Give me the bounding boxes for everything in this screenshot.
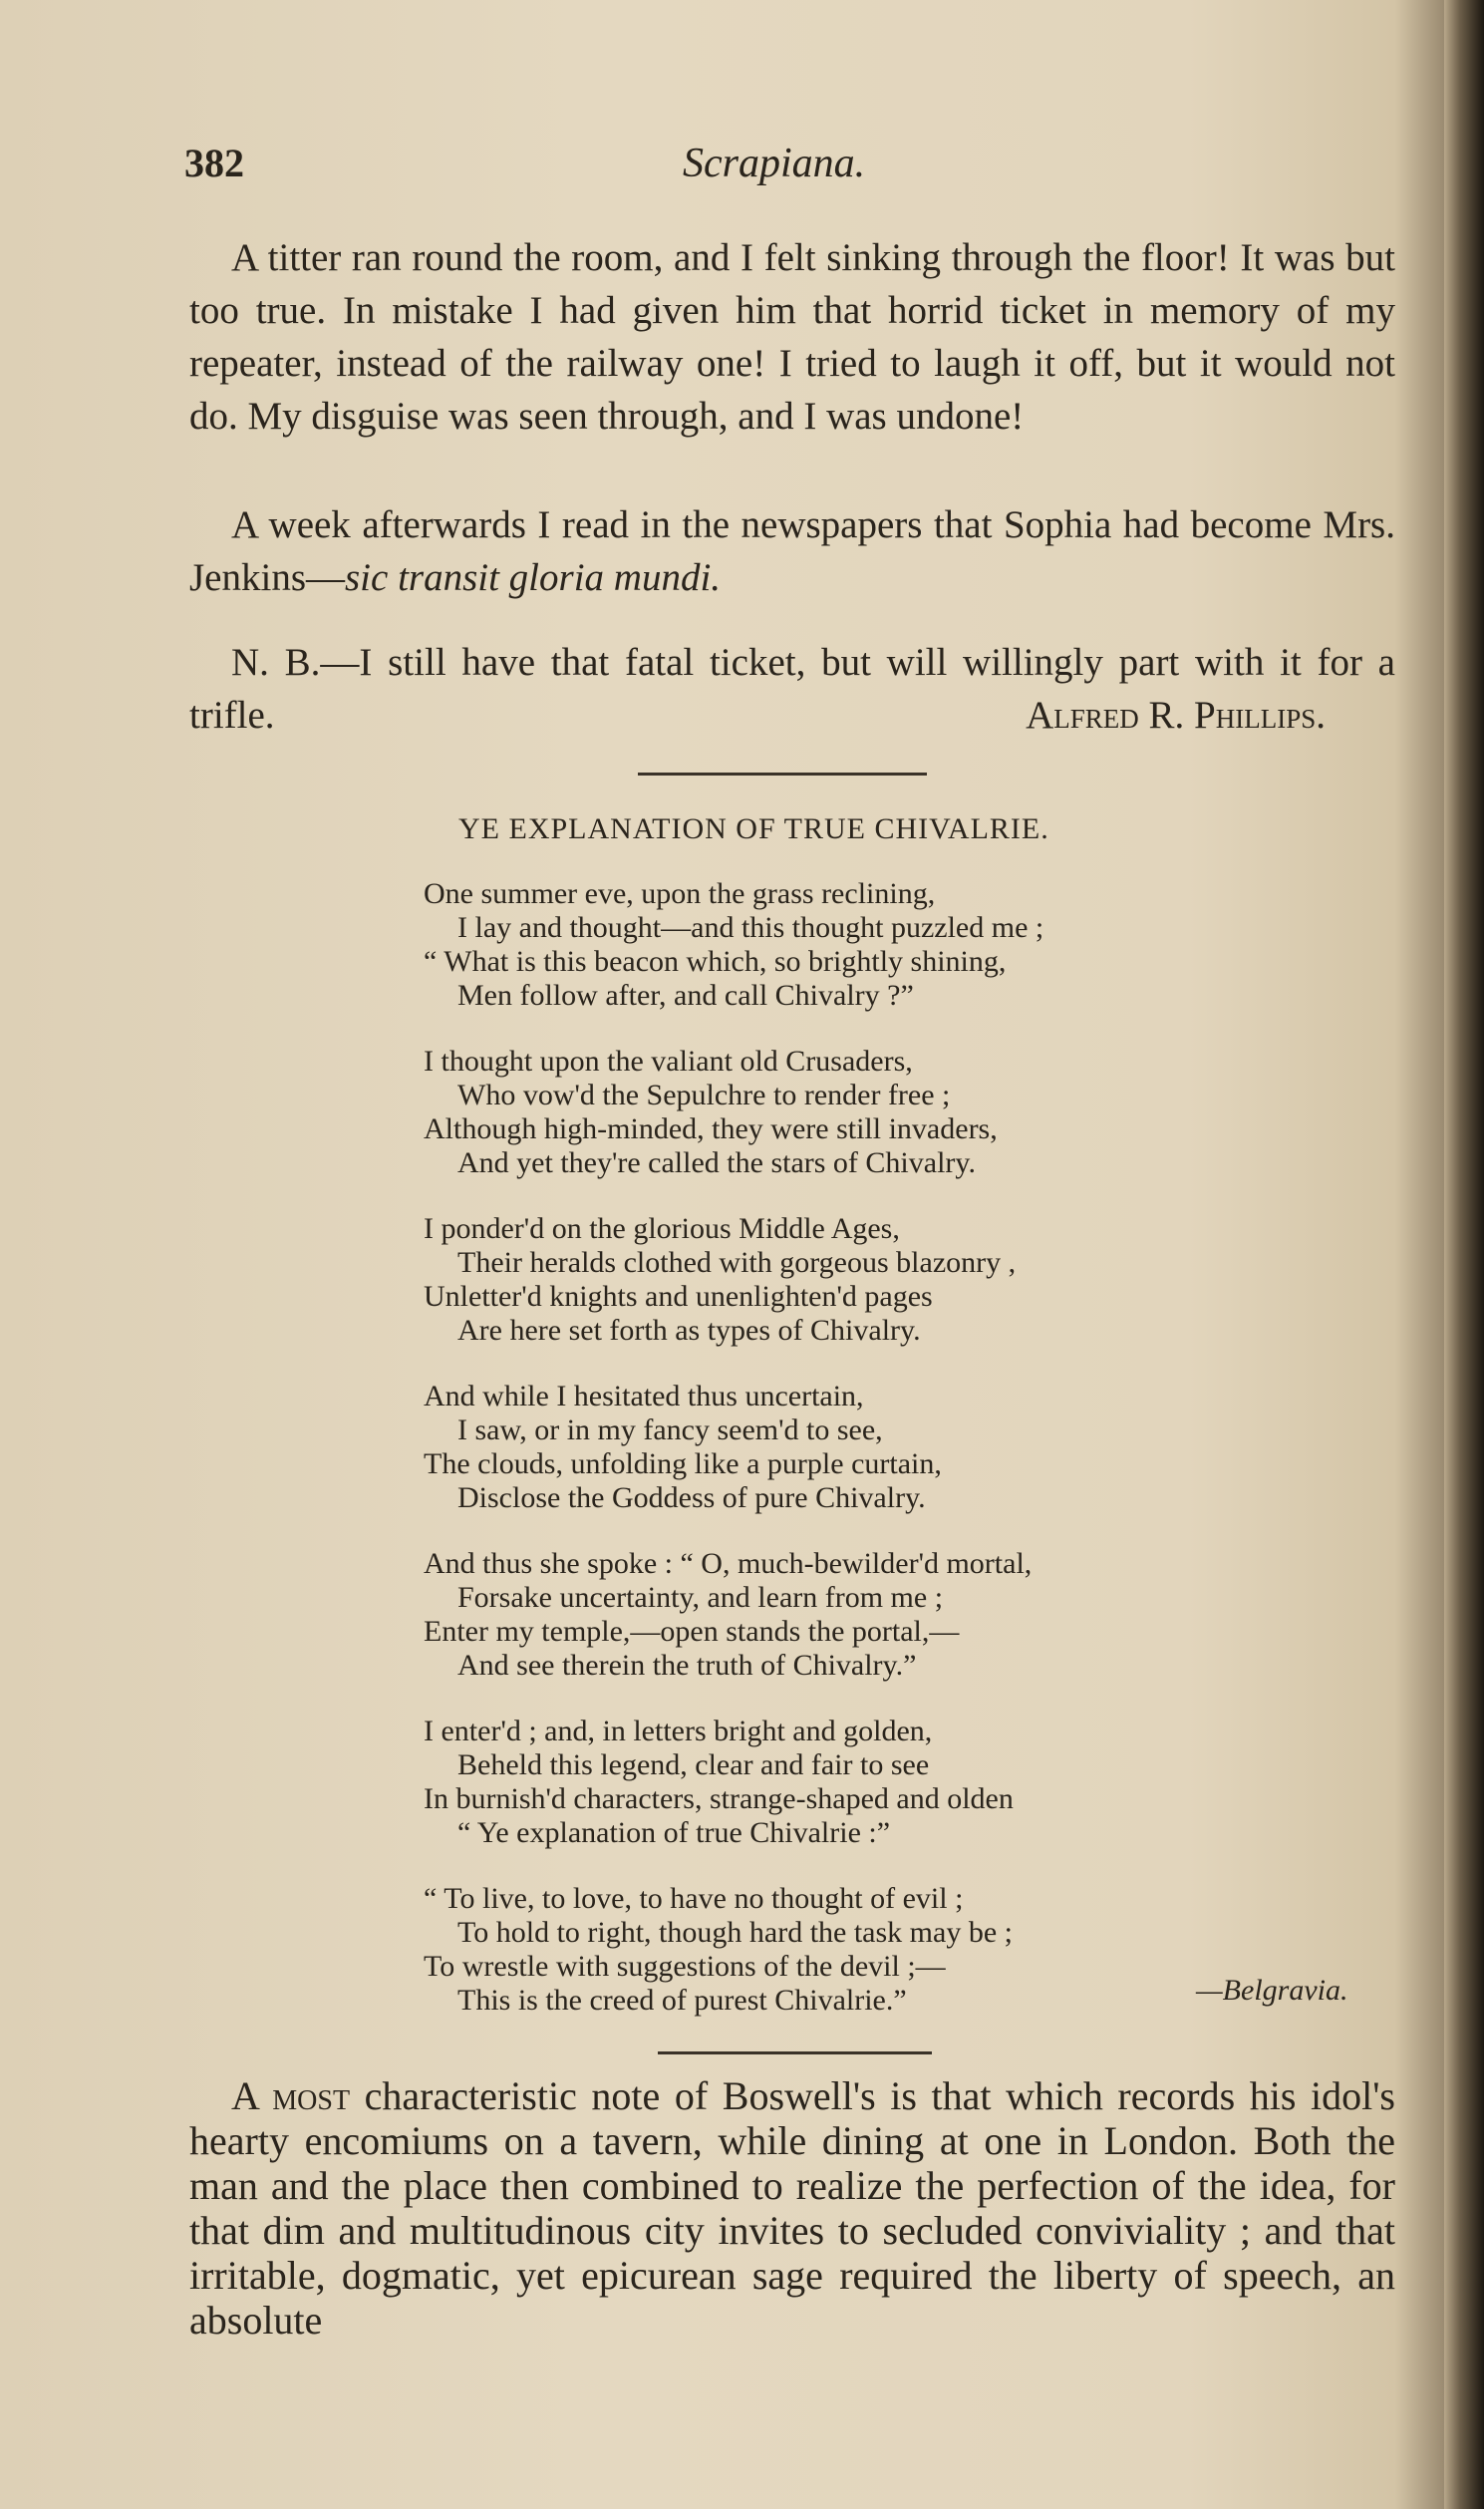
paragraph-text: A week afterwards I read in the newspapers that Sophia had become Mrs. Jenkins— xyxy=(189,503,1395,599)
poem-stanza xyxy=(424,1715,1340,1850)
poem-line: Men follow after, and call Chivalry ?” xyxy=(457,979,914,1012)
poem-title: YE EXPLANATION OF TRUE CHIVALRIE. xyxy=(458,812,1049,845)
latin-phrase: sic transit gloria mundi. xyxy=(345,556,722,599)
poem-line: Their heralds clothed with gorgeous blazonry , xyxy=(457,1246,1017,1279)
poem-source: —Belgravia. xyxy=(1196,1974,1348,2007)
poem-line: “ Ye explanation of true Chivalrie :” xyxy=(457,1816,891,1849)
poem-stanza xyxy=(424,1380,1340,1515)
poem-line: I enter'd ; and, in letters bright and golden, xyxy=(424,1715,933,1747)
poem-body xyxy=(424,877,1340,2049)
page-number: 382 xyxy=(184,141,244,185)
poem-stanza xyxy=(424,877,1340,1013)
author-signature: Alfred R. Phillips. xyxy=(1026,694,1326,737)
section-divider xyxy=(638,773,927,776)
poem-line: Enter my temple,—open stands the portal,— xyxy=(424,1615,960,1648)
paragraph-week-afterwards xyxy=(189,498,1395,604)
poem-line: I lay and thought—and this thought puzzled me ; xyxy=(457,911,1044,944)
poem-line: Beheld this legend, clear and fair to see xyxy=(457,1748,930,1781)
poem-line: “ To live, to love, to have no thought of evil ; xyxy=(424,1882,964,1915)
poem-line: And yet they're called the stars of Chivalry. xyxy=(457,1146,976,1179)
poem-line: And thus she spoke : “ O, much-bewilder'd mortal, xyxy=(424,1547,1033,1580)
poem-line: “ What is this beacon which, so brightly shining, xyxy=(424,945,1007,978)
poem-line: And see therein the truth of Chivalry.” xyxy=(457,1649,917,1682)
poem-line: The clouds, unfolding like a purple curtain, xyxy=(424,1447,942,1480)
poem-line: Are here set forth as types of Chivalry. xyxy=(457,1314,921,1347)
paragraph-text: A titter ran round the room, and I felt sinking through the floor! It was but too true. In mistake I had given him that horrid ticket in memory of my repeater, instead of the railway one! I tried to laugh it off, but it would not do. My disguise was seen through, and I was undone! xyxy=(189,236,1395,438)
poem-line: Who vow'd the Sepulchre to render free ; xyxy=(457,1079,951,1111)
poem-line: Unletter'd knights and unenlighten'd pages xyxy=(424,1280,933,1313)
paragraph-titter xyxy=(189,231,1395,443)
running-title: Scrapiana. xyxy=(683,141,866,186)
page-header xyxy=(184,140,1331,199)
paragraph-nb xyxy=(189,636,1395,742)
poem-line: Forsake uncertainty, and learn from me ; xyxy=(457,1581,944,1614)
paragraph-text: characteristic note of Boswell's is that which records his idol's hearty encomiums on a tavern, while dining at one in London. Both the man and the place then combined to realize the perfection of the idea, for that dim and multitudinous city invites to secluded conviviality ; and that irritable, dogmatic, yet epicurean sage required the liberty of speech, an absolute xyxy=(189,2073,1395,2343)
poem-line: To wrestle with suggestions of the devil ;— xyxy=(424,1950,946,1983)
poem-stanza xyxy=(424,1045,1340,1180)
poem-line: And while I hesitated thus uncertain, xyxy=(424,1380,864,1412)
paragraph-boswell xyxy=(189,2073,1395,2343)
section-divider xyxy=(658,2051,932,2054)
poem-line: I ponder'd on the glorious Middle Ages, xyxy=(424,1212,900,1245)
poem-line: One summer eve, upon the grass reclining, xyxy=(424,877,936,910)
poem-line: To hold to right, though hard the task may be ; xyxy=(457,1916,1013,1949)
poem-stanza xyxy=(424,1547,1340,1683)
lead-words: A most xyxy=(231,2073,351,2118)
poem-stanza xyxy=(424,1212,1340,1348)
poem-line: I saw, or in my fancy seem'd to see, xyxy=(457,1413,883,1446)
paragraph-text: N. B.—I still have that fatal ticket, but will willingly part with it for a trifle. xyxy=(189,641,1395,737)
poem-line: Although high-minded, they were still invaders, xyxy=(424,1112,998,1145)
book-spine-shadow xyxy=(1444,0,1484,2509)
poem-line: I thought upon the valiant old Crusaders, xyxy=(424,1045,913,1078)
poem-line: This is the creed of purest Chivalrie.” xyxy=(457,1984,907,2017)
poem-line: In burnish'd characters, strange-shaped and olden xyxy=(424,1782,1014,1815)
poem-line: Disclose the Goddess of pure Chivalry. xyxy=(457,1481,926,1514)
